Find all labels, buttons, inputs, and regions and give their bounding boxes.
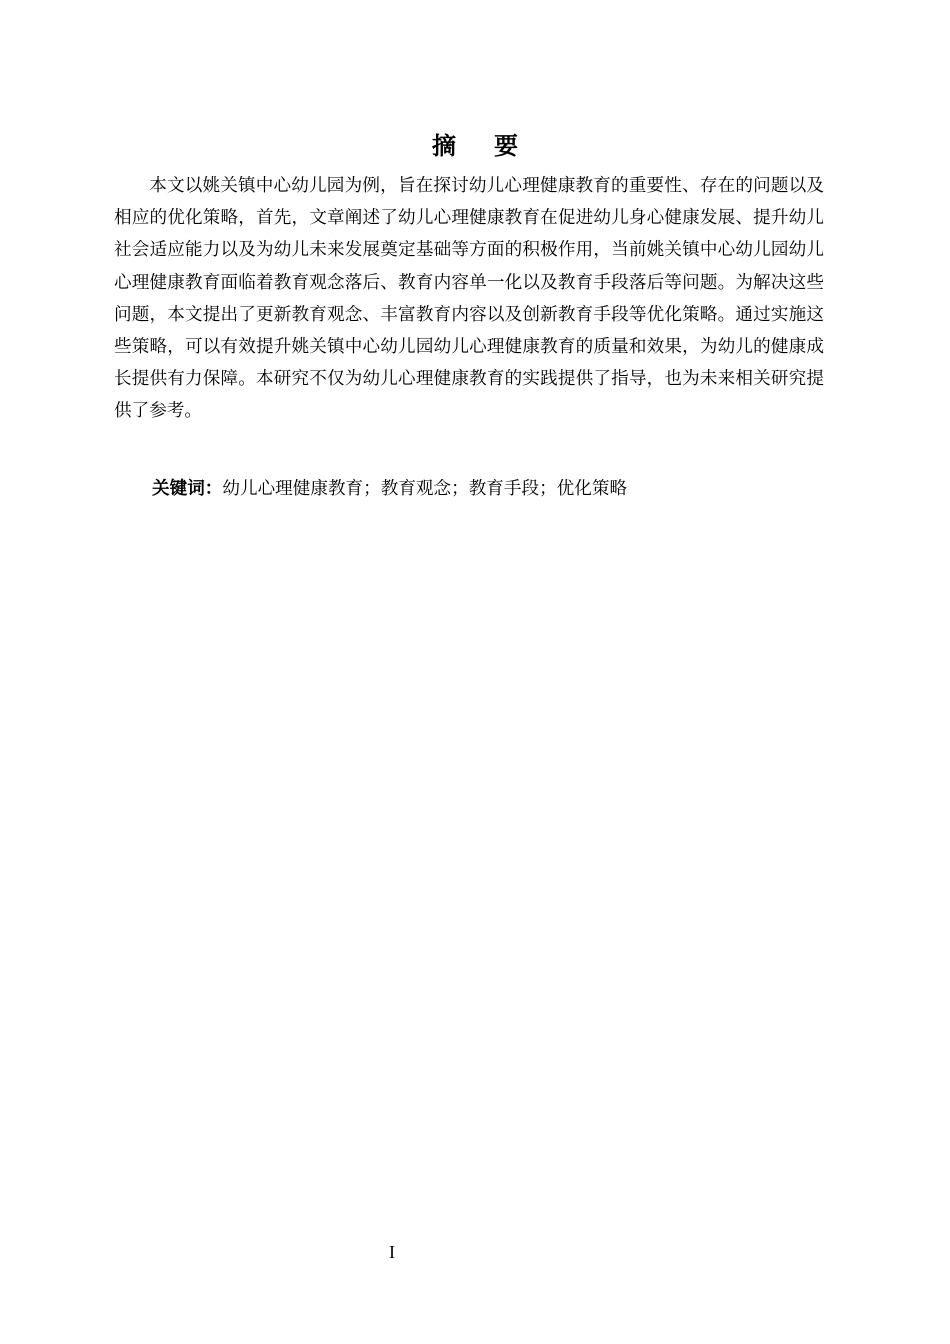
- keywords-text: 幼儿心理健康教育；教育观念；教育手段；优化策略: [222, 479, 628, 499]
- abstract-title: 摘要: [432, 132, 556, 160]
- keywords-line: [152, 473, 832, 505]
- page-number: I: [389, 1242, 395, 1262]
- keywords-label: 关键词：: [152, 479, 223, 499]
- abstract-body: 本文以姚关镇中心幼儿园为例，旨在探讨幼儿心理健康教育的重要性、存在的问题以及相应的优化策略，首先，文章阐述了幼儿心理健康教育在促进幼儿身心健康发展、提升幼儿社会适应能力以及为幼儿未来发展奠定基础等方面的积极作用，当前姚关镇中心幼儿园幼儿心理健康教育面临着教育观念落后、教育内容单一化以及教育手段落后等问题。为解决这些问题，本文提出了更新教育观念、丰富教育内容以及创新教育手段等优化策略。通过实施这些策略，可以有效提升姚关镇中心幼儿园幼儿心理健康教育的质量和效果，为幼儿的健康成长提供有力保障。本研究不仅为幼儿心理健康教育的实践提供了指导，也为未来相关研究提供了参考。: [114, 176, 824, 422]
